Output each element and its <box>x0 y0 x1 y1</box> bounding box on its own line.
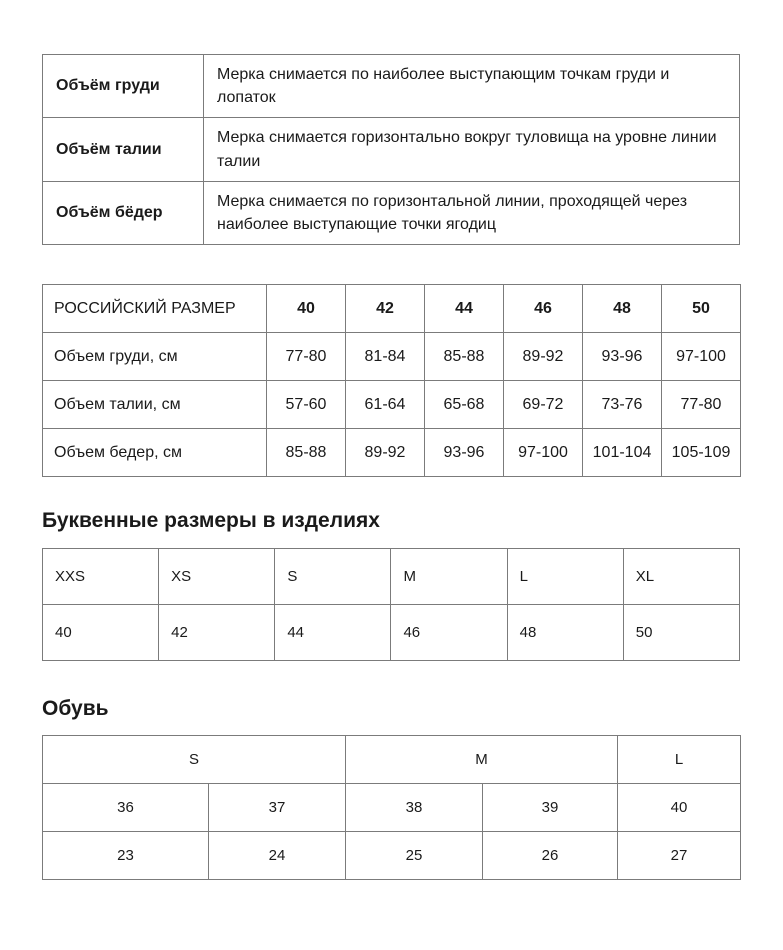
table-row <box>43 381 741 429</box>
shoes-heading: Обувь <box>42 697 109 721</box>
eu-size-cell: 40 <box>618 784 741 832</box>
table-row <box>43 181 740 244</box>
value-cell: 97-100 <box>662 333 741 381</box>
value-cell: 85-88 <box>425 333 504 381</box>
eu-size-cell: 36 <box>43 784 209 832</box>
measurement-name: Объём талии <box>43 118 204 181</box>
table-header-row <box>43 549 740 605</box>
shoe-size-table <box>42 735 741 880</box>
measurement-description: Мерка снимается горизонтально вокруг туловища на уровне линии талии <box>204 118 740 181</box>
value-cell: 65-68 <box>425 381 504 429</box>
letter-size-cell: M <box>391 549 507 605</box>
russian-size-table <box>42 284 741 477</box>
measurement-definitions-table <box>42 54 740 245</box>
value-cell: 97-100 <box>504 429 583 477</box>
letter-size-cell: XL <box>623 549 739 605</box>
table-row <box>43 605 740 661</box>
cm-size-cell: 24 <box>209 832 346 880</box>
cm-size-cell: 23 <box>43 832 209 880</box>
table-row <box>43 429 741 477</box>
size-cell: 44 <box>425 285 504 333</box>
value-cell: 101-104 <box>583 429 662 477</box>
value-cell: 89-92 <box>346 429 425 477</box>
numeric-size-cell: 50 <box>623 605 739 661</box>
letter-size-cell: S <box>275 549 391 605</box>
cm-size-cell: 25 <box>346 832 483 880</box>
size-cell: 46 <box>504 285 583 333</box>
measurement-description: Мерка снимается по наиболее выступающим точкам груди и лопаток <box>204 55 740 118</box>
letter-size-cell: XXS <box>43 549 159 605</box>
numeric-size-cell: 44 <box>275 605 391 661</box>
letter-sizes-heading: Буквенные размеры в изделиях <box>42 509 380 533</box>
value-cell: 73-76 <box>583 381 662 429</box>
numeric-size-cell: 42 <box>159 605 275 661</box>
value-cell: 105-109 <box>662 429 741 477</box>
value-cell: 93-96 <box>425 429 504 477</box>
table-row <box>43 333 741 381</box>
size-cell: 40 <box>267 285 346 333</box>
value-cell: 57-60 <box>267 381 346 429</box>
cm-size-cell: 27 <box>618 832 741 880</box>
row-label: Объем талии, см <box>43 381 267 429</box>
size-cell: 42 <box>346 285 425 333</box>
numeric-size-cell: 46 <box>391 605 507 661</box>
table-header-row <box>43 736 741 784</box>
table-header-row <box>43 285 741 333</box>
size-cell: 50 <box>662 285 741 333</box>
value-cell: 61-64 <box>346 381 425 429</box>
eu-size-cell: 39 <box>483 784 618 832</box>
eu-size-cell: 38 <box>346 784 483 832</box>
shoe-size-group-cell: L <box>618 736 741 784</box>
measurement-name: Объём груди <box>43 55 204 118</box>
value-cell: 69-72 <box>504 381 583 429</box>
value-cell: 81-84 <box>346 333 425 381</box>
measurement-description: Мерка снимается по горизонтальной линии, проходящей через наиболее выступающие точки ягодиц <box>204 181 740 244</box>
value-cell: 89-92 <box>504 333 583 381</box>
letter-size-cell: XS <box>159 549 275 605</box>
table-row <box>43 118 740 181</box>
shoe-size-group-cell: M <box>346 736 618 784</box>
value-cell: 77-80 <box>662 381 741 429</box>
value-cell: 85-88 <box>267 429 346 477</box>
numeric-size-cell: 48 <box>507 605 623 661</box>
row-label: Объем бедер, см <box>43 429 267 477</box>
row-label: Объем груди, см <box>43 333 267 381</box>
numeric-size-cell: 40 <box>43 605 159 661</box>
russian-size-header-label: РОССИЙСКИЙ РАЗМЕР <box>43 285 267 333</box>
table-row <box>43 55 740 118</box>
size-cell: 48 <box>583 285 662 333</box>
eu-size-cell: 37 <box>209 784 346 832</box>
letter-size-cell: L <box>507 549 623 605</box>
measurement-name: Объём бёдер <box>43 181 204 244</box>
table-row <box>43 784 741 832</box>
value-cell: 93-96 <box>583 333 662 381</box>
letter-sizes-table <box>42 548 740 661</box>
value-cell: 77-80 <box>267 333 346 381</box>
shoe-size-group-cell: S <box>43 736 346 784</box>
table-row <box>43 832 741 880</box>
cm-size-cell: 26 <box>483 832 618 880</box>
